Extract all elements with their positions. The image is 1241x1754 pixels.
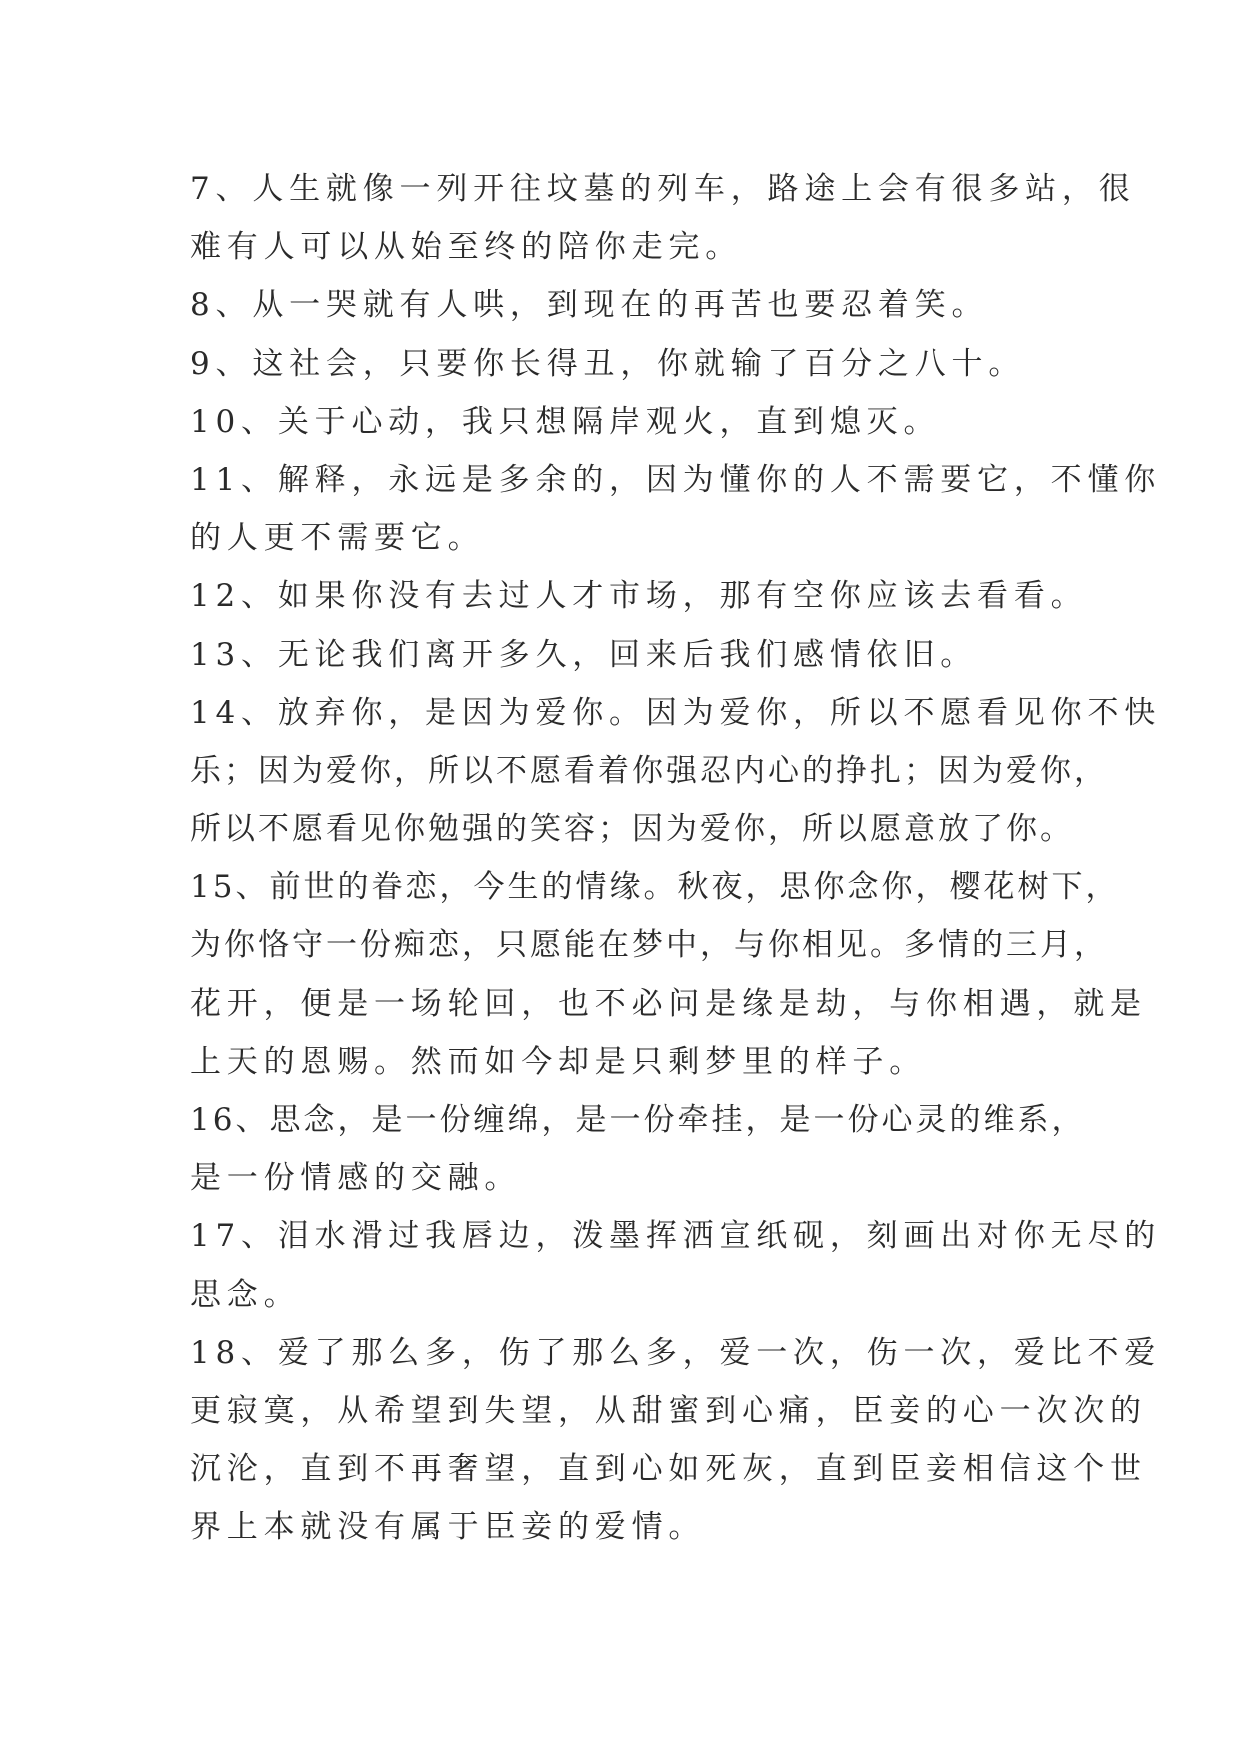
document-body [190, 160, 1162, 1557]
text-line: 14、放弃你，是因为爱你。因为爱你，所以不愿看见你不快 [190, 694, 1162, 731]
text-line: 17、泪水滑过我唇边，泼墨挥洒宣纸砚，刻画出对你无尽的 [190, 1218, 1162, 1255]
text-line: 16、思念，是一份缠绵，是一份牵挂，是一份心灵的维系， [190, 1102, 1086, 1138]
text-line: 界上本就没有属于臣妾的爱情。 [190, 1509, 706, 1546]
text-line: 18、爱了那么多，伤了那么多，爱一次，伤一次，爱比不爱 [190, 1334, 1162, 1371]
text-line: 7、人生就像一列开往坟墓的列车，路途上会有很多站，很 [190, 171, 1136, 207]
text-line: 8、从一哭就有人哄，到现在的再苦也要忍着笑。 [190, 287, 989, 324]
text-line: 难有人可以从始至终的陪你走完。 [190, 229, 742, 266]
text-line: 15、前世的眷恋，今生的情缘。秋夜，思你念你，樱花树下， [190, 869, 1120, 906]
text-line: 9、这社会，只要你长得丑，你就输了百分之八十。 [190, 345, 1026, 382]
text-line: 11、解释，永远是多余的，因为懂你的人不需要它，不懂你 [190, 461, 1162, 498]
text-line: 花开，便是一场轮回，也不必问是缘是劫，与你相遇，就是 [190, 985, 1147, 1022]
text-line: 沉沦，直到不再奢望，直到心如死灰，直到臣妾相信这个世 [190, 1451, 1147, 1488]
text-line: 13、无论我们离开多久，回来后我们感情依旧。 [190, 636, 978, 673]
text-line: 所以不愿看见你勉强的笑容；因为爱你，所以愿意放了你。 [190, 811, 1074, 848]
text-line: 为你恪守一份痴恋，只愿能在梦中，与你相见。多情的三月， [190, 927, 1108, 964]
text-line: 乐；因为爱你，所以不愿看着你强忍内心的挣扎；因为爱你， [190, 752, 1108, 789]
text-line: 的人更不需要它。 [190, 520, 485, 557]
text-line: 12、如果你没有去过人才市场，那有空你应该去看看。 [190, 578, 1088, 615]
text-line: 是一份情感的交融。 [190, 1160, 522, 1197]
text-line: 10、关于心动，我只想隔岸观火，直到熄灭。 [190, 403, 941, 440]
text-line: 思念。 [190, 1276, 301, 1313]
text-line: 上天的恩赐。然而如今却是只剩梦里的样子。 [190, 1043, 926, 1080]
text-line: 更寂寞，从希望到失望，从甜蜜到心痛，臣妾的心一次次的 [190, 1392, 1147, 1429]
